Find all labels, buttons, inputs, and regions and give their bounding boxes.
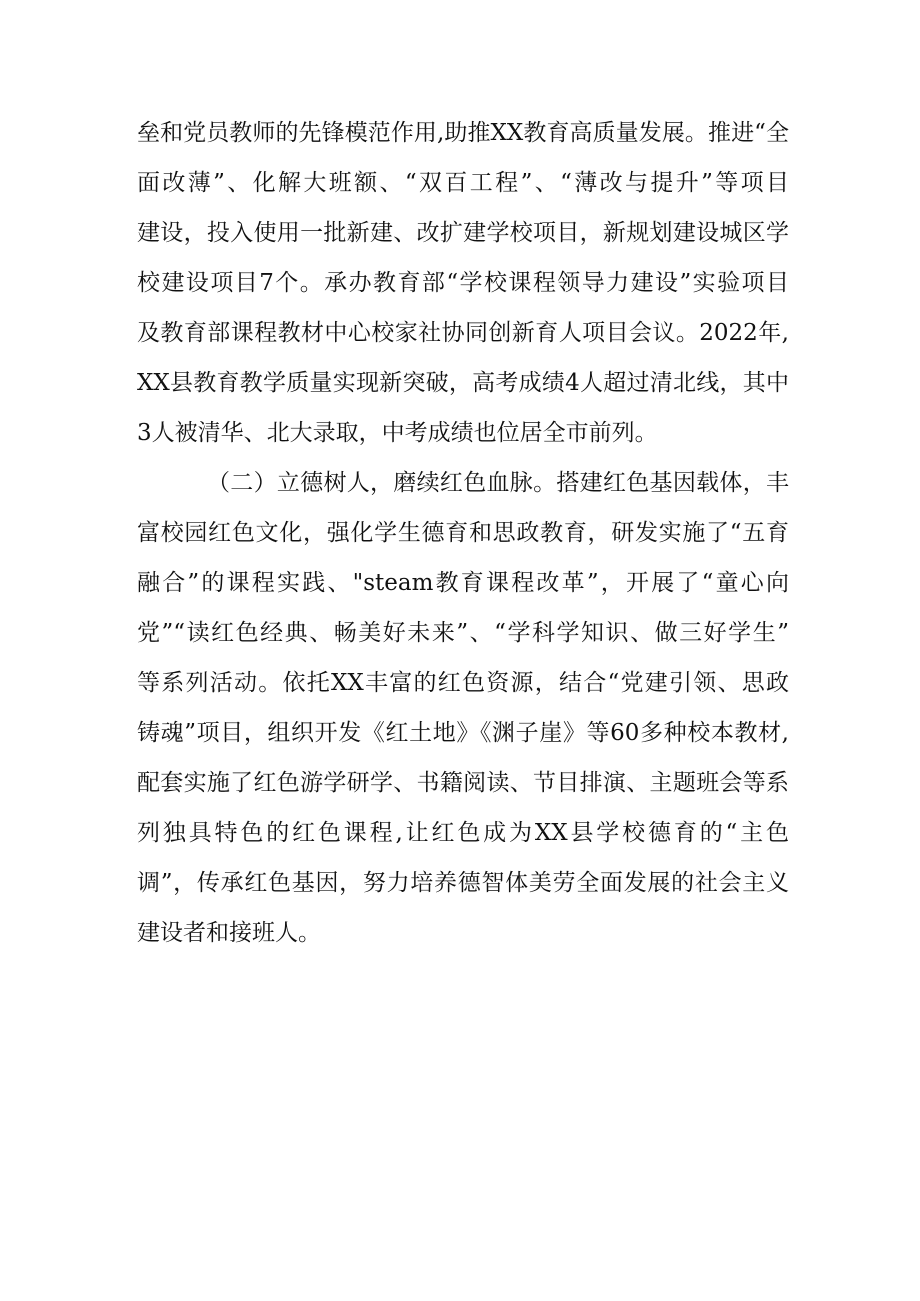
paragraph-2-line-10: 建设者和接班人。 — [137, 920, 321, 946]
paragraph-1-line-6: XX县教育教学质量实现新突破，高考成绩4人超过清北线，其中 — [137, 370, 789, 396]
paragraph-1-line-1: 垒和党员教师的先锋模范作用,助推XX教育高质量发展。推进“全 — [137, 120, 789, 146]
paragraph-2-line-2: 富校园红色文化，强化学生德育和思政教育，研发实施了“五育 — [137, 520, 789, 546]
paragraph-2-line-3: 融合”的课程实践、"steam教育课程改革”，开展了“童心向 — [137, 570, 789, 596]
paragraph-1-line-3: 建设，投入使用一批新建、改扩建学校项目，新规划建设城区学 — [137, 220, 789, 246]
paragraph-1-line-5: 及教育部课程教材中心校家社协同创新育人项目会议。2022年, — [137, 320, 789, 346]
paragraph-2-line-7: 配套实施了红色游学研学、书籍阅读、节目排演、主题班会等系 — [137, 770, 789, 796]
paragraph-2-line-8: 列独具特色的红色课程,让红色成为XX县学校德育的“主色 — [137, 820, 789, 846]
paragraph-2-line-5: 等系列活动。依托XX丰富的红色资源，结合“党建引领、思政 — [137, 670, 789, 696]
paragraph-1-line-7: 3人被清华、北大录取，中考成绩也位居全市前列。 — [137, 420, 658, 446]
paragraph-1-line-4: 校建设项目7个。承办教育部“学校课程领导力建设”实验项目 — [137, 270, 789, 296]
paragraph-2-line-9: 调”，传承红色基因，努力培养德智体美劳全面发展的社会主义 — [137, 870, 789, 896]
paragraph-2-line-4: 党”“读红色经典、畅美好未来”、“学科学知识、做三好学生” — [137, 620, 789, 646]
paragraph-1-line-2: 面改薄”、化解大班额、“双百工程”、“薄改与提升”等项目 — [137, 170, 789, 196]
paragraph-2-heading-line: （二）立德树人，磨续红色血脉。搭建红色基因载体，丰 — [207, 470, 789, 496]
paragraph-2-line-6: 铸魂”项目，组织开发《红土地》《渊子崖》等60多种校本教材, — [137, 720, 789, 746]
